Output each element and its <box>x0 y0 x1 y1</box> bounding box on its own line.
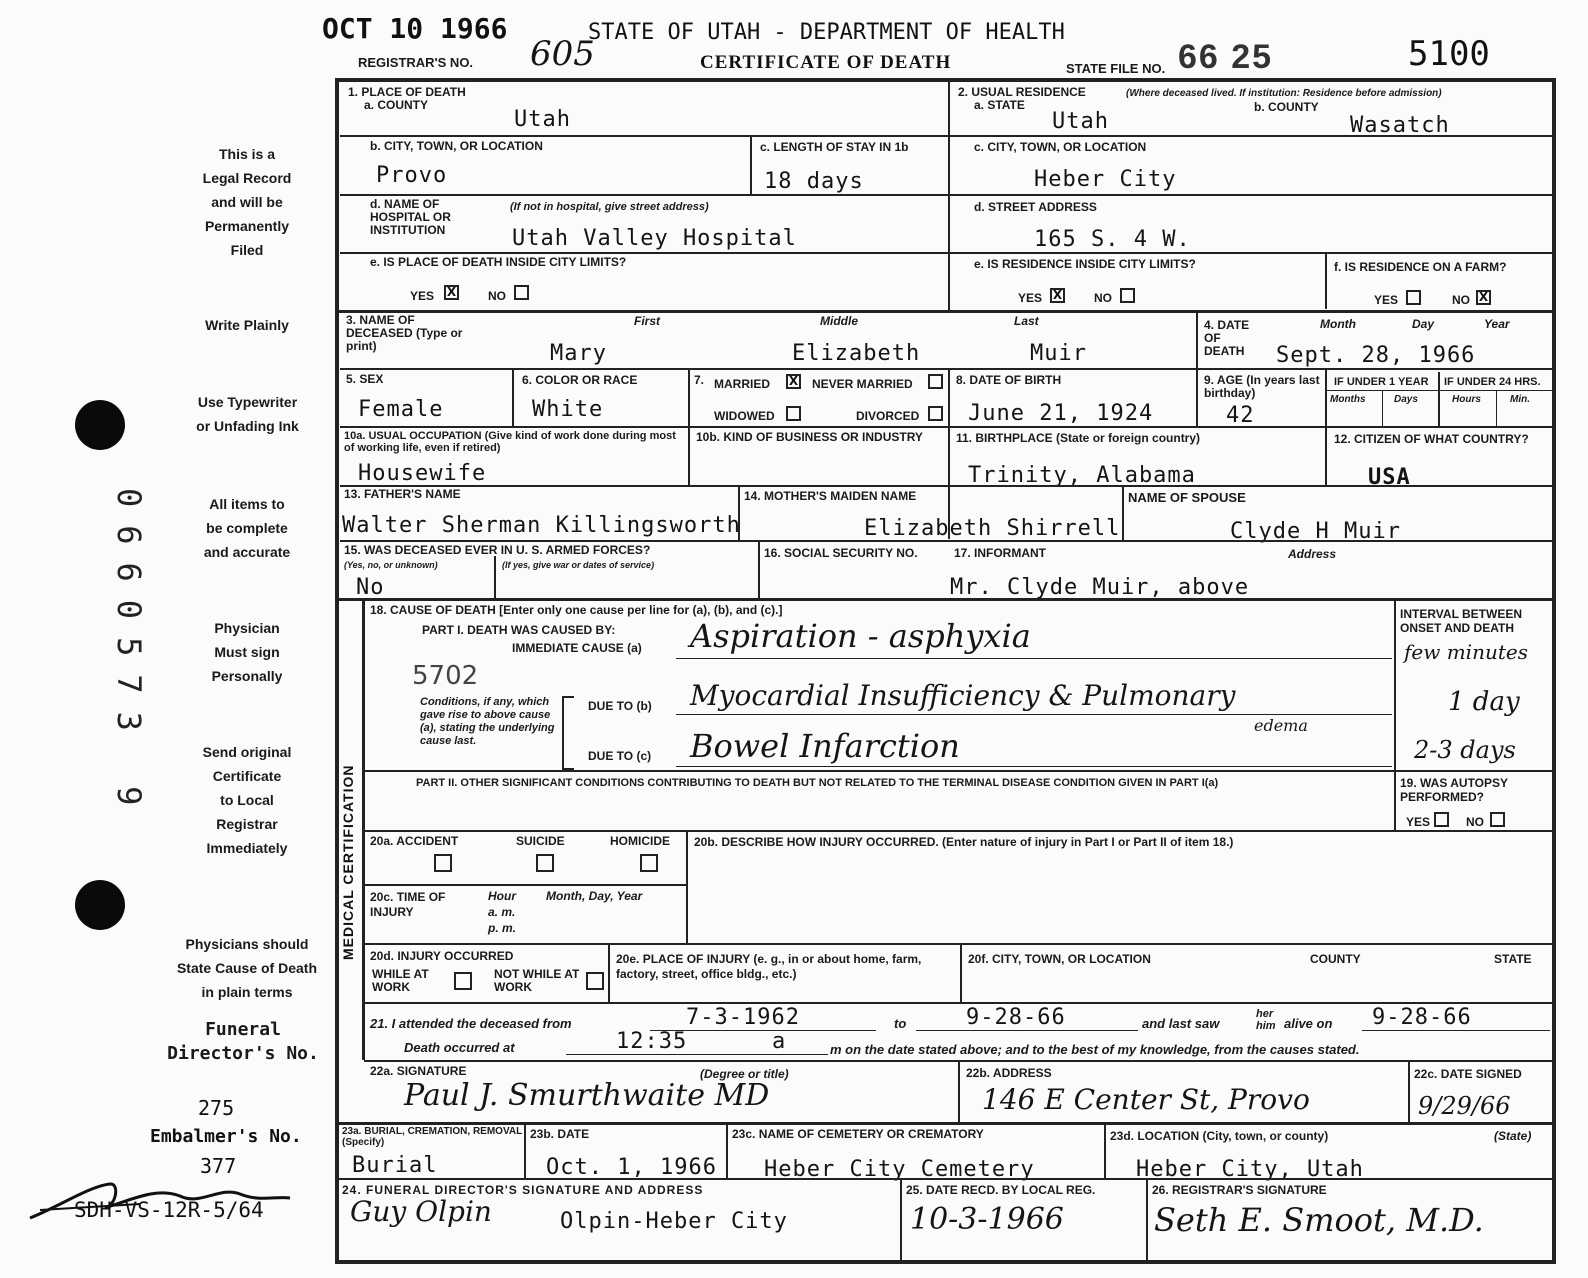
sidebar-funeral-no: 275 <box>198 1096 235 1120</box>
age: 42 <box>1226 403 1255 428</box>
spouse-name: Clyde H Muir <box>1230 519 1401 544</box>
disposal-label: 23a. BURIAL, CREMATION, REMOVAL (Specify) <box>342 1126 523 1148</box>
sidebar-embalmer-label: Embalmer's No. <box>150 1126 302 1147</box>
under-24-hrs-label: IF UNDER 24 HRS. <box>1444 376 1541 388</box>
year-label: Year <box>1484 317 1510 331</box>
hours-label: Hours <box>1452 394 1481 405</box>
autopsy-no-checkbox[interactable] <box>1490 812 1505 827</box>
res-inside-no-checkbox[interactable] <box>1120 288 1135 303</box>
day-label: Day <box>1412 317 1435 331</box>
time-of-injury-label: 20c. TIME OF INJURY <box>370 890 446 919</box>
sidebar-embalmer-no: 377 <box>200 1154 237 1178</box>
death-occurred-at-label: Death occurred at <box>404 1040 515 1055</box>
funeral-director-address: Olpin-Heber City <box>560 1209 788 1234</box>
divorced-checkbox[interactable] <box>928 406 943 421</box>
sex-label: 5. SEX <box>346 372 384 386</box>
occupation-label: 10a. USUAL OCCUPATION (Give kind of work done during most of working life, even if retired) <box>344 430 676 454</box>
part-2-label: PART II. OTHER SIGNIFICANT CONDITIONS CONTRIBUTING TO DEATH BUT NOT RELATED TO THE TERMINAL DISEASE CONDITION GIVEN IN PART I(a) <box>416 777 1219 789</box>
immediate-cause-label: IMMEDIATE CAUSE (a) <box>512 641 642 655</box>
physician-address: 146 E Center St, Provo <box>982 1083 1310 1116</box>
certificate-title: CERTIFICATE OF DEATH <box>700 52 952 73</box>
alive-on-label: alive on <box>1284 1016 1333 1031</box>
death-inside-limits-label: e. IS PLACE OF DEATH INSIDE CITY LIMITS? <box>370 255 627 269</box>
conditions-brace <box>562 696 574 770</box>
cause-c: Bowel Infarction <box>690 727 960 765</box>
middle-name: Elizabeth <box>792 341 921 366</box>
first-label: First <box>634 314 661 328</box>
birthplace-label: 11. BIRTHPLACE (State or foreign country) <box>956 431 1201 445</box>
death-inside-yes-checkbox[interactable]: X <box>444 285 459 300</box>
under-1-year-label: IF UNDER 1 YEAR <box>1334 376 1429 388</box>
funeral-director-signature: Guy Olpin <box>350 1195 492 1228</box>
am-mark: a <box>772 1029 787 1054</box>
department-title: STATE OF UTAH - DEPARTMENT OF HEALTH <box>588 20 1065 45</box>
death-city-label: b. CITY, TOWN, OR LOCATION <box>370 139 543 153</box>
item-1-label: 1. PLACE OF DEATH <box>348 85 466 99</box>
farm-label: f. IS RESIDENCE ON A FARM? <box>1334 260 1507 274</box>
cause-of-death-label: 18. CAUSE OF DEATH [Enter only one cause per line for (a), (b), and (c).] <box>370 603 783 617</box>
accident-label: 20a. ACCIDENT <box>370 834 459 848</box>
armed-note-2: (If yes, give war or dates of service) <box>502 560 655 570</box>
mother-maiden-name: Elizabeth Shirrell <box>864 516 1121 541</box>
age-label: 9. AGE (In years last birthday) <box>1204 373 1320 400</box>
burial-date: Oct. 1, 1966 <box>546 1155 717 1180</box>
autopsy-no-label: NO <box>1466 815 1484 829</box>
cause-b-extra: edema <box>1254 716 1308 735</box>
residence-county: Wasatch <box>1350 113 1450 138</box>
days-label: Days <box>1394 394 1418 405</box>
sidebar-write-plainly: Write Plainly <box>205 317 289 333</box>
min-label: Min. <box>1510 394 1530 405</box>
res-inside-yes-checkbox[interactable]: X <box>1050 288 1065 303</box>
death-occurred-at: 12:35 <box>616 1029 688 1054</box>
hospital-name: Utah Valley Hospital <box>512 226 797 251</box>
cemetery-label: 23c. NAME OF CEMETERY OR CREMATORY <box>732 1127 984 1141</box>
registrar-signature: Seth E. Smoot, M.D. <box>1154 1201 1484 1239</box>
am-label: a. m. <box>488 905 516 919</box>
residence-note: (Where deceased lived. If institution: Residence before admission) <box>1126 88 1442 99</box>
name-label: 3. NAME OF DECEASED (Type or print) <box>346 313 463 353</box>
last-saw-label: and last saw <box>1142 1016 1220 1031</box>
attended-from: 7-3-1962 <box>686 1005 800 1030</box>
business-label: 10b. KIND OF BUSINESS OR INDUSTRY <box>696 430 923 444</box>
months-label: Months <box>1330 394 1366 405</box>
autopsy-yes-label: YES <box>1406 815 1431 829</box>
res-inside-limits-label: e. IS RESIDENCE INSIDE CITY LIMITS? <box>974 257 1196 271</box>
widowed-label: WIDOWED <box>714 409 775 423</box>
while-at-work-checkbox[interactable] <box>454 972 472 990</box>
due-to-b-label: DUE TO (b) <box>588 699 652 713</box>
father-name: Walter Sherman Killingsworth <box>342 513 741 538</box>
residence-state-label: a. STATE <box>974 98 1025 112</box>
hour-label: Hour <box>488 889 516 903</box>
item-7-number: 7. <box>694 373 705 387</box>
hospital-label: d. NAME OF HOSPITAL OR INSTITUTION <box>370 197 451 237</box>
not-while-at-work-label: NOT WHILE AT WORK <box>494 967 580 994</box>
part-1-label: PART I. DEATH WAS CAUSED BY: <box>422 623 616 637</box>
informant-address-label: Address <box>1288 547 1337 561</box>
dob-label: 8. DATE OF BIRTH <box>956 373 1062 387</box>
married-checkbox[interactable]: X <box>786 374 801 389</box>
mother-label: 14. MOTHER'S MAIDEN NAME <box>744 489 917 503</box>
to-label: to <box>894 1016 907 1031</box>
interval-b: 1 day <box>1448 687 1520 717</box>
suicide-checkbox[interactable] <box>536 854 554 872</box>
never-married-checkbox[interactable] <box>928 374 943 389</box>
informant-label: 17. INFORMANT <box>954 546 1047 560</box>
date-of-death-label: 4. DATE OF DEATH <box>1204 318 1250 358</box>
race-label: 6. COLOR OR RACE <box>522 373 638 387</box>
informant: Mr. Clyde Muir, above <box>950 575 1250 600</box>
date-signed-label: 22c. DATE SIGNED <box>1414 1067 1522 1081</box>
cause-code: 5702 <box>412 661 479 691</box>
occupation: Housewife <box>358 461 487 486</box>
armed-note-1: (Yes, no, or unknown) <box>344 560 438 570</box>
date-of-birth: June 21, 1924 <box>968 401 1154 426</box>
injury-county-label: COUNTY <box>1310 952 1361 966</box>
degree-label: (Degree or title) <box>700 1067 789 1081</box>
married-label: MARRIED <box>714 377 770 391</box>
state-file-prefix: 66 25 <box>1178 38 1274 76</box>
registrar-no-label: REGISTRAR'S NO. <box>358 55 474 70</box>
due-to-c-label: DUE TO (c) <box>588 749 652 763</box>
date-of-death: Sept. 28, 1966 <box>1276 343 1476 368</box>
homicide-label: HOMICIDE <box>610 834 670 848</box>
middle-label: Middle <box>820 314 858 328</box>
sidebar-physician: Physician Must sign Personally <box>211 620 283 684</box>
signature-label: 22a. SIGNATURE <box>370 1064 467 1078</box>
cause-a: Aspiration - asphyxia <box>690 617 1031 655</box>
farm-no-label: NO <box>1452 293 1470 307</box>
farm-no-checkbox[interactable]: X <box>1476 290 1491 305</box>
alive-on: 9-28-66 <box>1372 1005 1472 1030</box>
punch-hole-top <box>75 400 125 450</box>
month-label: Month <box>1320 317 1356 331</box>
stay-label: c. LENGTH OF STAY IN 1b <box>760 140 909 154</box>
not-while-at-work-checkbox[interactable] <box>586 972 604 990</box>
injury-state-label: STATE <box>1494 952 1532 966</box>
accident-checkbox[interactable] <box>434 854 452 872</box>
race: White <box>532 397 604 422</box>
injury-city-label: 20f. CITY, TOWN, OR LOCATION <box>968 952 1151 966</box>
armed-forces: No <box>356 575 385 600</box>
sidebar-complete: All items to be complete and accurate <box>203 496 291 560</box>
never-married-label: NEVER MARRIED <box>812 377 913 391</box>
farm-yes-checkbox[interactable] <box>1406 290 1421 305</box>
cemetery: Heber City Cemetery <box>764 1157 1035 1182</box>
armed-forces-label: 15. WAS DECEASED EVER IN U. S. ARMED FORCES? <box>344 543 651 557</box>
sidebar-send: Send original Certificate to Local Registrar Immediately <box>202 744 292 856</box>
residence-state: Utah <box>1052 109 1109 134</box>
funeral-director-label: 24. FUNERAL DIRECTOR'S SIGNATURE AND ADDRESS <box>342 1183 704 1197</box>
citizen: USA <box>1368 465 1411 490</box>
date-stamp: OCT 10 1966 <box>322 12 508 45</box>
residence-city: Heber City <box>1034 167 1177 192</box>
last-name: Muir <box>1030 341 1087 366</box>
burial-state-label: (State) <box>1494 1129 1532 1143</box>
date-received-label: 25. DATE RECD. BY LOCAL REG. <box>906 1183 1096 1197</box>
date-signed: 9/29/66 <box>1418 1092 1511 1120</box>
item-2-label: 2. USUAL RESIDENCE <box>958 85 1086 99</box>
citizen-label: 12. CITIZEN OF WHAT COUNTRY? <box>1334 432 1529 446</box>
res-inside-yes-label: YES <box>1018 291 1043 305</box>
interval-a: few minutes <box>1404 640 1528 664</box>
sidebar-legal-note: This is a Legal Record and will be Permanently Filed <box>202 146 292 258</box>
place-of-injury-label: 20e. PLACE OF INJURY (e. g., in or about home, farm, factory, street, office bldg., etc.) <box>616 952 922 981</box>
date-received: 10-3-1966 <box>910 1202 1064 1237</box>
death-inside-no-label: NO <box>488 289 506 303</box>
hospital-note: (If not in hospital, give street address) <box>510 201 709 213</box>
registrar-signature-label: 26. REGISTRAR'S SIGNATURE <box>1152 1183 1327 1197</box>
death-inside-no-checkbox[interactable] <box>514 285 529 300</box>
physician-address-label: 22b. ADDRESS <box>966 1066 1052 1080</box>
res-inside-no-label: NO <box>1094 291 1112 305</box>
sidebar-funeral-label: Funeral Director's No. <box>167 1019 319 1064</box>
attestation-statement: m on the date stated above; and to the best of my knowledge, from the causes stated. <box>830 1042 1360 1057</box>
spouse-label: NAME OF SPOUSE <box>1128 490 1246 505</box>
residence-city-label: c. CITY, TOWN, OR LOCATION <box>974 140 1147 154</box>
ssn-label: 16. SOCIAL SECURITY NO. <box>764 546 918 560</box>
sidebar-typewriter: Use Typewriter or Unfading Ink <box>196 394 299 434</box>
last-label: Last <box>1014 314 1039 328</box>
medical-certification-vertical-label: MEDICAL CERTIFICATION <box>340 764 356 960</box>
attended-label: 21. I attended the deceased from <box>370 1016 572 1031</box>
injury-occurred-label: 20d. INJURY OCCURRED <box>370 949 514 963</box>
vertical-serial-number: 0660573 9 <box>110 488 148 824</box>
death-county-label: a. COUNTY <box>364 98 429 112</box>
conditions-label: Conditions, if any, which gave rise to above cause (a), stating the underlying cause last. <box>420 696 555 747</box>
physician-signature: Paul J. Smurthwaite MD <box>404 1078 770 1113</box>
suicide-label: SUICIDE <box>516 834 565 848</box>
disposal: Burial <box>352 1153 438 1178</box>
death-county: Utah <box>514 107 571 132</box>
death-inside-yes-label: YES <box>410 289 435 303</box>
state-file-number: 5100 <box>1408 34 1490 74</box>
interval-c: 2-3 days <box>1414 736 1516 764</box>
divorced-label: DIVORCED <box>856 409 920 423</box>
burial-location-label: 23d. LOCATION (City, town, or county) <box>1110 1129 1329 1143</box>
attended-to: 9-28-66 <box>966 1005 1066 1030</box>
form-number: SDH-VS-12R-5/64 <box>74 1198 264 1222</box>
cause-b: Myocardial Insufficiency & Pulmonary <box>690 679 1236 712</box>
autopsy-label: 19. WAS AUTOPSY PERFORMED? <box>1400 776 1508 804</box>
birthplace: Trinity, Alabama <box>968 463 1196 488</box>
homicide-checkbox[interactable] <box>640 854 658 872</box>
autopsy-yes-checkbox[interactable] <box>1434 812 1449 827</box>
residence-street: 165 S. 4 W. <box>1034 227 1191 252</box>
father-label: 13. FATHER'S NAME <box>344 487 461 501</box>
death-city: Provo <box>376 163 448 188</box>
pm-label: p. m. <box>488 921 517 935</box>
state-file-label: STATE FILE NO. <box>1066 61 1166 76</box>
sidebar-physicians-state: Physicians should State Cause of Death in plain terms <box>176 936 318 1000</box>
widowed-checkbox[interactable] <box>786 406 801 421</box>
registrar-no: 605 <box>530 34 595 74</box>
month-day-year-label: Month, Day, Year <box>546 889 643 903</box>
burial-location: Heber City, Utah <box>1136 1157 1364 1182</box>
sex: Female <box>358 397 444 422</box>
her-him-label: her him <box>1256 1008 1276 1032</box>
burial-date-label: 23b. DATE <box>530 1127 590 1141</box>
farm-yes-label: YES <box>1374 293 1399 307</box>
while-at-work-label: WHILE AT WORK <box>372 967 429 994</box>
punch-hole-bottom <box>75 880 125 930</box>
residence-county-label: b. COUNTY <box>1254 100 1319 114</box>
interval-label: INTERVAL BETWEEN ONSET AND DEATH <box>1400 607 1523 635</box>
first-name: Mary <box>550 341 607 366</box>
street-label: d. STREET ADDRESS <box>974 200 1097 214</box>
stay-length: 18 days <box>764 169 864 194</box>
describe-injury-label: 20b. DESCRIBE HOW INJURY OCCURRED. (Enter nature of injury in Part I or Part II of item 18.) <box>694 835 1234 849</box>
